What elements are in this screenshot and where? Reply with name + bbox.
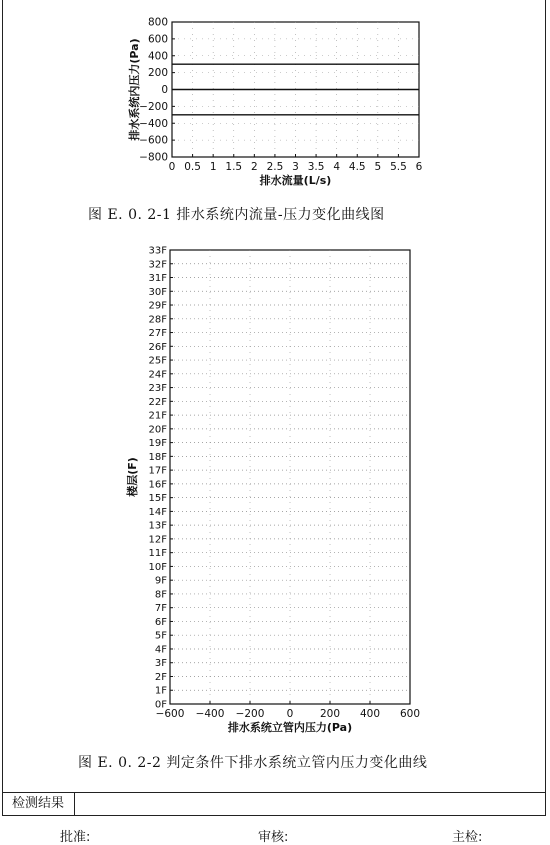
y-tick-label: −800 <box>139 151 168 164</box>
y-tick-label: 7F <box>154 603 167 615</box>
y-tick-label: 14F <box>148 506 167 518</box>
y-tick-label: 29F <box>148 300 167 312</box>
inspector-label: 主检: <box>452 830 483 845</box>
y-tick-label: 4F <box>154 644 167 656</box>
x-tick-label: 3 <box>292 161 299 173</box>
review-label: 审核: <box>258 830 289 845</box>
x-tick-label: 3.5 <box>307 161 325 173</box>
x-tick-label: 6 <box>415 161 423 173</box>
y-tick-label: 28F <box>148 314 167 326</box>
x-tick-label: 4 <box>333 161 341 173</box>
x-axis-label: 排水系统立管内压力(Pa) <box>227 721 353 734</box>
figure2-caption: 图 E. 0. 2-2 判定条件下排水系统立管内压力变化曲线 <box>78 755 428 771</box>
x-tick-label: −600 <box>155 708 185 720</box>
y-tick-label: −400 <box>139 117 168 130</box>
y-tick-label: 17F <box>148 465 167 477</box>
y-tick-label: 600 <box>147 33 168 46</box>
x-tick-label: 0.5 <box>184 161 201 173</box>
flow-pressure-chart <box>0 0 550 200</box>
y-tick-label: 33F <box>148 245 167 257</box>
x-tick-label: 600 <box>399 708 421 720</box>
y-tick-label: 8F <box>154 589 167 601</box>
x-tick-label: 2.5 <box>266 161 284 173</box>
y-tick-label: 24F <box>148 369 167 381</box>
y-axis-label: 排水系统内压力(Pa) <box>128 38 141 141</box>
result-row <box>2 792 546 816</box>
y-tick-label: 800 <box>147 16 168 29</box>
y-tick-label: 1F <box>154 685 167 697</box>
y-tick-label: 10F <box>148 561 167 573</box>
y-tick-label: 19F <box>148 438 167 450</box>
y-tick-label: 16F <box>148 479 167 491</box>
y-tick-label: −200 <box>139 100 168 113</box>
y-tick-label: 18F <box>148 451 167 463</box>
y-tick-label: 30F <box>148 286 167 298</box>
y-tick-label: 0F <box>154 699 167 711</box>
y-tick-label: 20F <box>148 424 167 436</box>
y-tick-label: 200 <box>147 67 168 80</box>
x-tick-label: 1 <box>209 161 217 173</box>
x-tick-label: 4.5 <box>348 161 366 173</box>
y-tick-label: 400 <box>147 50 168 63</box>
y-tick-label: 21F <box>148 410 167 422</box>
y-tick-label: 25F <box>148 355 167 367</box>
x-tick-label: −400 <box>195 708 225 720</box>
x-tick-label: 5.5 <box>390 161 407 173</box>
figure1-caption: 图 E. 0. 2-1 排水系统内流量-压力变化曲线图 <box>88 207 385 223</box>
y-axis-label: 楼层(F) <box>126 457 139 497</box>
y-tick-label: 15F <box>148 493 167 505</box>
y-tick-label: −600 <box>139 134 168 147</box>
floor-pressure-chart <box>0 240 550 740</box>
y-tick-label: 9F <box>154 575 167 587</box>
y-tick-label: 23F <box>148 383 167 395</box>
x-tick-label: 1.5 <box>225 161 243 173</box>
y-tick-label: 32F <box>148 259 167 271</box>
y-tick-label: 5F <box>154 630 167 642</box>
x-tick-label: −200 <box>235 708 265 720</box>
x-tick-label: 400 <box>359 708 381 720</box>
y-tick-label: 0 <box>161 84 168 96</box>
y-tick-label: 22F <box>148 396 167 408</box>
result-label: 检测结果 <box>2 793 75 815</box>
y-tick-label: 27F <box>148 328 167 340</box>
x-tick-label: 0 <box>286 708 294 720</box>
plot-area <box>170 250 410 704</box>
y-tick-label: 11F <box>148 548 167 560</box>
x-axis-label: 排水流量(L/s) <box>259 174 332 187</box>
y-tick-label: 26F <box>148 341 167 353</box>
result-field[interactable] <box>76 793 546 815</box>
x-tick-label: 5 <box>374 161 382 173</box>
x-tick-label: 0 <box>168 161 176 173</box>
y-tick-label: 6F <box>154 616 167 628</box>
y-tick-label: 12F <box>148 534 167 546</box>
y-tick-label: 3F <box>154 658 167 670</box>
y-tick-label: 31F <box>148 273 167 285</box>
x-tick-label: 200 <box>319 708 341 720</box>
x-tick-label: 2 <box>250 161 258 173</box>
y-tick-label: 2F <box>154 671 167 683</box>
y-tick-label: 13F <box>148 520 167 532</box>
approve-label: 批准: <box>60 830 91 845</box>
